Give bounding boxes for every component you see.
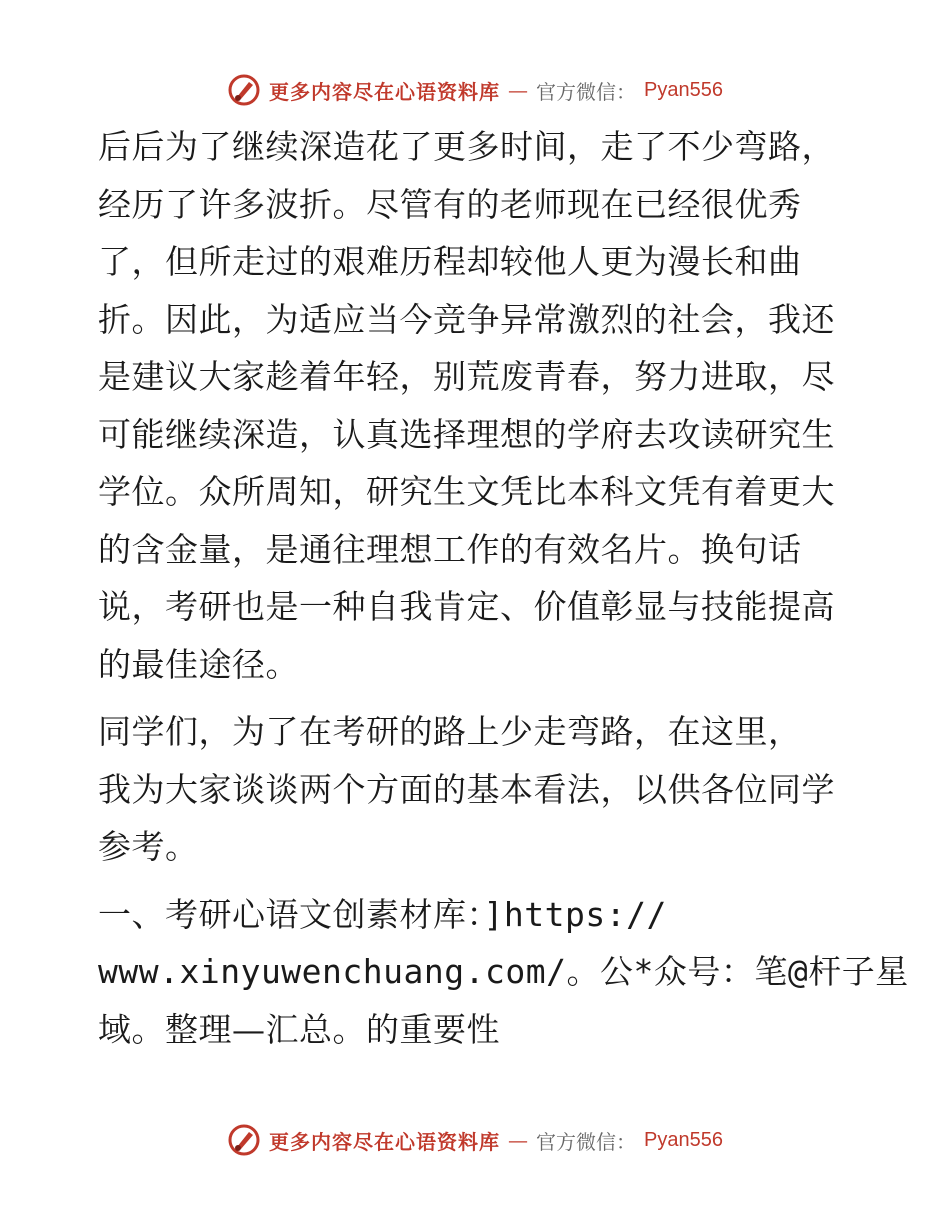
banner-dash: — bbox=[508, 78, 529, 102]
banner-dash: — bbox=[508, 1128, 529, 1152]
text-line: 了，但所走过的艰难历程却较他人更为漫长和曲 bbox=[98, 242, 802, 281]
text-line: 的最佳途径。 bbox=[98, 644, 299, 684]
text-line: 我为大家谈谈两个方面的基本看法，以供各位同学 bbox=[98, 769, 835, 809]
brush-logo-icon bbox=[227, 73, 261, 107]
paragraph-2 bbox=[98, 703, 858, 876]
banner-main-text: 更多内容尽在心语资料库 bbox=[269, 1129, 501, 1154]
text-line: 域。整理—汇总。的重要性 bbox=[98, 1009, 500, 1049]
text-line: 是建议大家趁着年轻，别荒废青春，努力进取，尽 bbox=[98, 357, 835, 396]
text-line: 说，考研也是一种自我肯定、价值彰显与技能提高 bbox=[98, 587, 835, 626]
footer-watermark-banner bbox=[0, 1122, 950, 1158]
text-line: 后后为了继续深造花了更多时间，走了不少弯路， bbox=[98, 127, 835, 166]
text-line-link-prefix: 一、考研心语文创素材库：]https:// bbox=[98, 894, 667, 934]
paragraph-3 bbox=[98, 886, 909, 1059]
header-watermark-banner bbox=[0, 72, 950, 108]
text-line-url: www.xinyuwenchuang.com/。公*众号：笔@杆子星 bbox=[98, 952, 909, 991]
text-line: 同学们，为了在考研的路上少走弯路，在这里， bbox=[98, 712, 802, 751]
text-line: 折。因此，为适应当今竞争异常激烈的社会，我还 bbox=[98, 299, 835, 339]
document-body bbox=[98, 118, 909, 1058]
banner-wechat-label: 官方微信： bbox=[536, 1129, 637, 1154]
text-line: 学位。众所周知，研究生文凭比本科文凭有着更大 bbox=[98, 472, 835, 511]
brush-logo-icon bbox=[227, 1123, 261, 1157]
banner-main-text: 更多内容尽在心语资料库 bbox=[269, 79, 501, 104]
banner-wechat-label: 官方微信： bbox=[536, 79, 637, 104]
banner-wechat-id: Pyan556 bbox=[644, 1128, 723, 1151]
text-line: 的含金量，是通往理想工作的有效名片。换句话 bbox=[98, 529, 802, 569]
text-line: 经历了许多波折。尽管有的老师现在已经很优秀 bbox=[98, 184, 802, 224]
paragraph-1 bbox=[98, 118, 858, 693]
text-line: 可能继续深造，认真选择理想的学府去攻读研究生 bbox=[98, 414, 835, 454]
banner-wechat-id: Pyan556 bbox=[644, 78, 723, 101]
text-line: 参考。 bbox=[98, 827, 199, 866]
